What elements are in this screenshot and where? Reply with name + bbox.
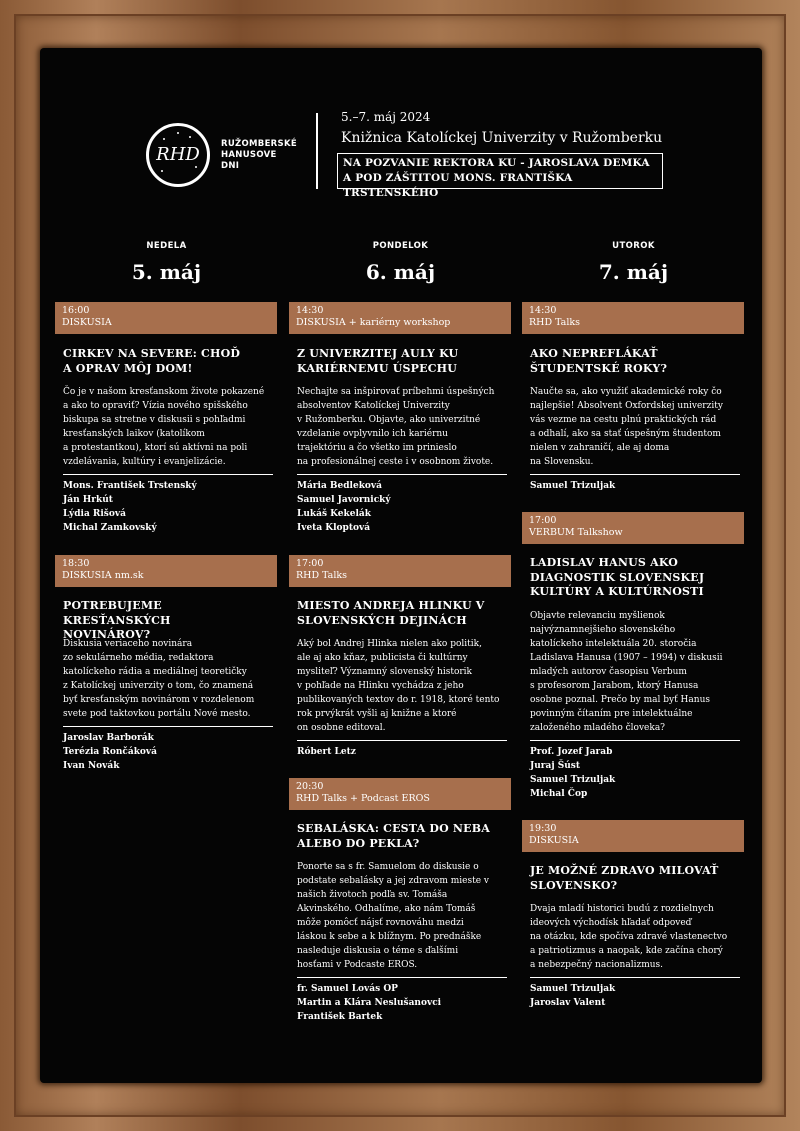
event-title-tue1: AKO NEPREFLÁKAŤ ŠTUDENTSKÉ ROKY? xyxy=(530,347,668,375)
event-desc-tue1: Naučte sa, ako využiť akademické roky čo najlepšie! Absolvent Oxfordskej univerzity vás vezme na cestu plnú praktických rád a odhalí, ako sa stať úspešným študentom nielen v zahraničí, ale aj doma na Slovensku. xyxy=(530,387,723,467)
event-people-mon2: Róbert Letz xyxy=(297,740,507,759)
event-title-mon3: SEBALÁSKA: CESTA DO NEBA ALEBO DO PEKLA? xyxy=(297,822,490,850)
event-dates: 5.–7. máj 2024 xyxy=(341,110,431,124)
event-bar-tue2: 17:00 VERBUM Talkshow xyxy=(522,512,744,544)
event-bar-mon2: 17:00 RHD Talks xyxy=(289,555,511,587)
event-desc-mon3: Ponorte sa s fr. Samuelom do diskusie o podstate sebalásky a jej zdravom mieste v našich životoch podľa sv. Tomáša Akvinského. Odhalíme, ako nám Tomáš môže pomôcť nájsť rovnováhu medzi láskou k sebe a k blížnym. Po prednáške nasleduje diskusia o téme s ďalšími hosťami v Podcaste EROS. xyxy=(297,862,489,970)
event-title-tue2: LADISLAV HANUS AKO DIAGNOSTIK SLOVENSKEJ KULTÚRY A KULTÚRNOSTI xyxy=(530,556,705,598)
event-people-mon1: Mária Bedleková Samuel Javornický Lukáš Kekelák Iveta Kloptová xyxy=(297,474,507,535)
event-desc-sun1: Čo je v našom kresťanskom živote pokazené a ako to opraviť? Vízia nového spišského biskupa sa stretne v diskusii s pohľadmi kresťanských laikov (katolíkom a protestantkou), ktorí sú aktívni na poli vzdelávania, kultúry i evanjelizácie. xyxy=(63,387,265,467)
logo-script: RHD xyxy=(156,144,200,165)
event-people-tue3: Samuel Trizuljak Jaroslav Valent xyxy=(530,977,740,1010)
event-people-sun1: Mons. František Trstenský Ján Hrkút Lýdia Rišová Michal Zamkovský xyxy=(63,474,273,535)
event-desc-tue3: Dvaja mladí historici budú z rozdielnych ideových východísk hľadať odpoveď na otázku, kde spočíva zdravé vlastenectvo a patriotizmus a naopak, kde začína chorý a nebezpečný nacionalizmus. xyxy=(530,904,728,970)
header-divider xyxy=(316,113,318,189)
event-people-tue1: Samuel Trizuljak xyxy=(530,474,740,493)
day-header-sunday: NEDELA 5. máj xyxy=(131,241,202,284)
event-bar-mon3: 20:30 RHD Talks + Podcast EROS xyxy=(289,778,511,810)
event-title-sun2: POTREBUJEME KRESŤANSKÝCH NOVINÁROV? xyxy=(63,599,171,641)
event-bar-sun1: 16:00 DISKUSIA xyxy=(55,302,277,334)
event-title-tue3: JE MOŽNÉ ZDRAVO MILOVAŤ SLOVENSKO? xyxy=(530,864,719,892)
logo-text: RUŽOMBERSKÉ HANUSOVE DNI xyxy=(221,139,297,171)
event-desc-sun2: Diskusia veriaceho novinára zo sekulárneho média, redaktora katolíckeho rádia a mediálnej teoretičky z Katolíckej univerzity o tom, čo znamená byť kresťanským novinárom v rozdelenom svete pod taktovkou portálu Nové mesto. xyxy=(63,639,255,719)
event-people-mon3: fr. Samuel Lovás OP Martin a Klára Neslušanovci František Bartek xyxy=(297,977,507,1024)
event-bar-sun2: 18:30 DISKUSIA nm.sk xyxy=(55,555,277,587)
day-header-monday: PONDELOK 6. máj xyxy=(365,241,436,284)
day-header-tuesday: UTOROK 7. máj xyxy=(598,241,669,284)
rhd-logo xyxy=(146,123,210,187)
event-people-tue2: Prof. Jozef Jarab Juraj Šúst Samuel Trizuljak Michal Čop xyxy=(530,740,740,801)
invite-box: NA POZVANIE REKTORA KU - JAROSLAVA DEMKA A POD ZÁŠTITOU MONS. FRANTIŠKA TRSTENSKÉHO xyxy=(337,153,663,189)
event-desc-tue2: Objavte relevanciu myšlienok najvýznamnejšieho slovenského katolíckeho intelektuála 20. storočia Ladislava Hanusa (1907 – 1994) v diskusii mladých autorov časopisu Verbum s profesorom Jarabom, ktorý Hanusa osobne poznal. Prečo by mal byť Hanus povinným čítaním pre intelektuálne založeného mladého človeka? xyxy=(530,611,723,733)
event-bar-tue1: 14:30 RHD Talks xyxy=(522,302,744,334)
event-title-sun1: CIRKEV NA SEVERE: CHOĎ A OPRAV MÔJ DOM! xyxy=(63,347,241,375)
event-title-mon2: MIESTO ANDREJA HLINKU V SLOVENSKÝCH DEJINÁCH xyxy=(297,599,485,627)
event-desc-mon1: Nechajte sa inšpirovať príbehmi úspešných absolventov Katolíckej Univerzity v Ružomberku. Objavte, ako univerzitné vzdelanie ovplyvnilo ich kariérnu trajektóriu a čo všetko im prinieslo na profesionálnej ceste i v osobnom živote. xyxy=(297,387,495,467)
event-people-sun2: Jaroslav Barborák Terézia Rončáková Ivan Novák xyxy=(63,726,273,773)
event-bar-tue3: 19:30 DISKUSIA xyxy=(522,820,744,852)
event-title-mon1: Z UNIVERZITEJ AULY KU KARIÉRNEMU ÚSPECHU xyxy=(297,347,459,375)
event-bar-mon1: 14:30 DISKUSIA + kariérny workshop xyxy=(289,302,511,334)
event-venue: Knižnica Katolíckej Univerzity v Ružomberku xyxy=(341,130,663,146)
event-desc-mon2: Aký bol Andrej Hlinka nielen ako politik, ale aj ako kňaz, publicista či kultúrny mysliteľ? Významný slovenský historik v pohľade na Hlinku vychádza z jeho publikovaných textov do r. 1918, ktoré tento rok prvýkrát vyšli aj knižne a ktoré on osobne editoval. xyxy=(297,639,500,733)
